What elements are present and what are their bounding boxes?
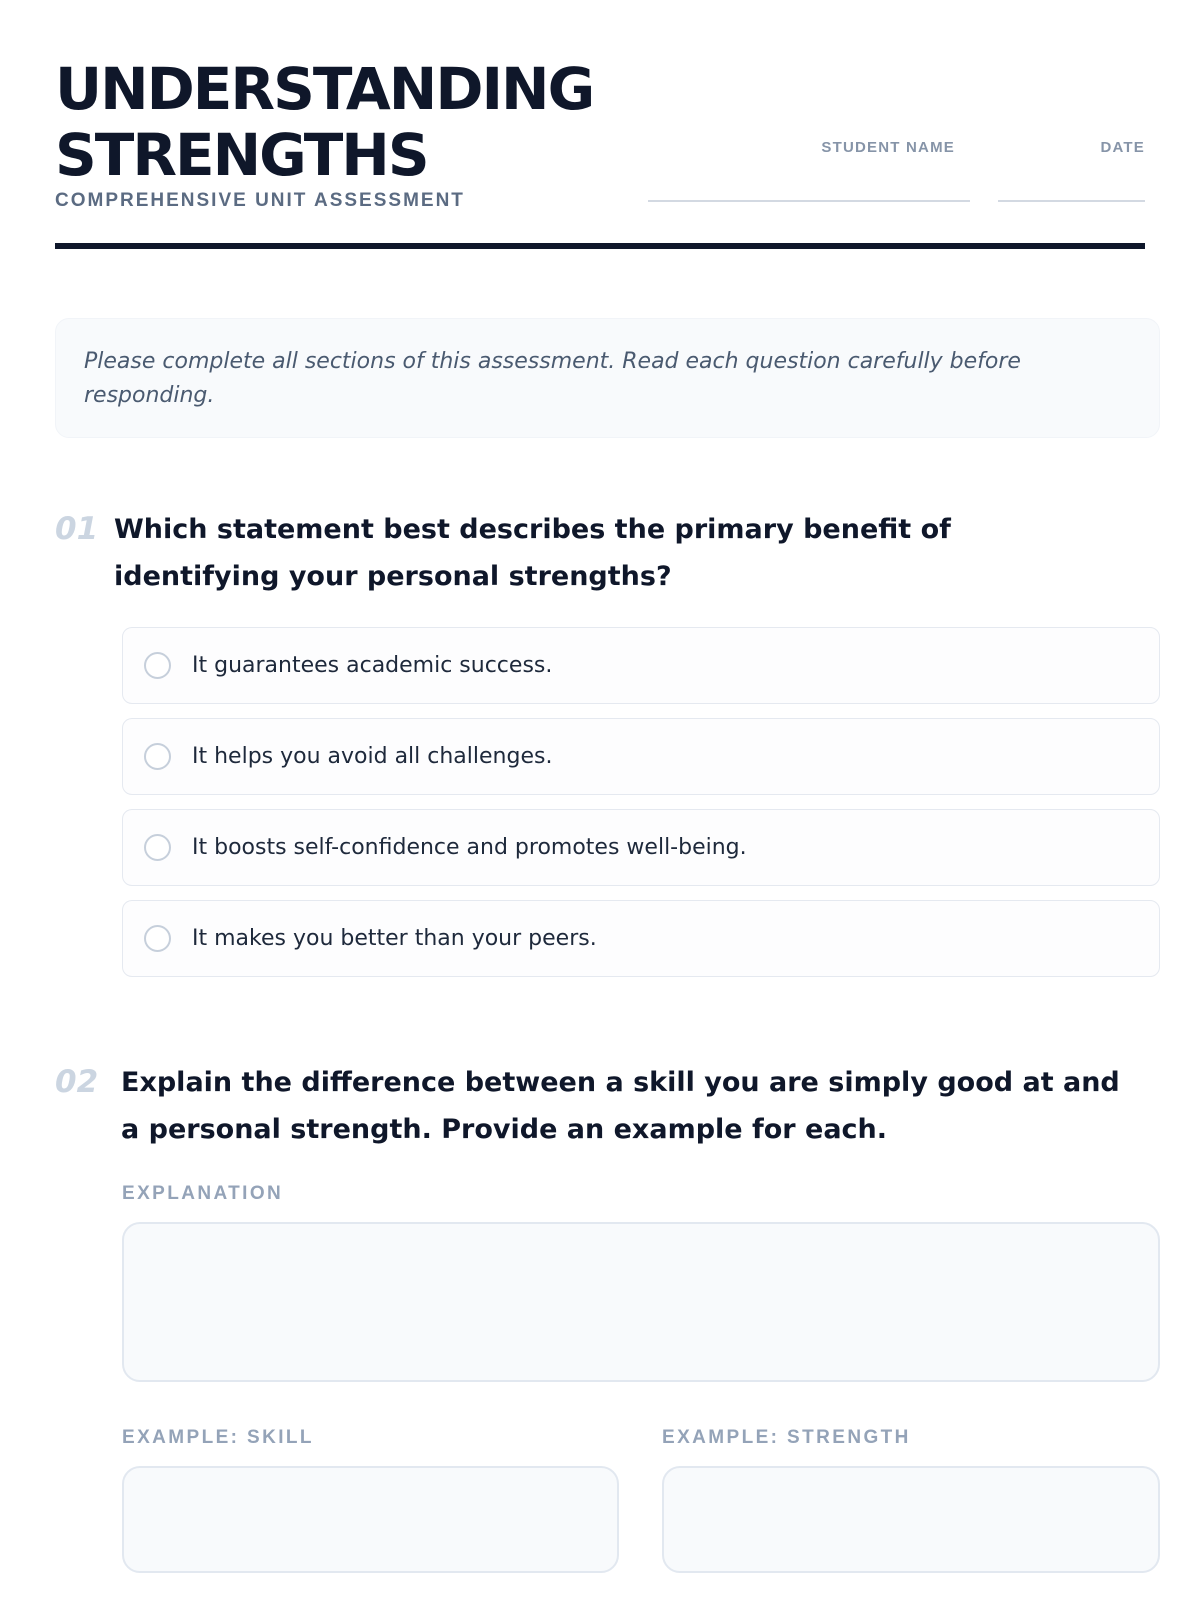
radio-button-icon[interactable] xyxy=(144,925,171,952)
answer-option-3[interactable] xyxy=(122,809,1160,886)
page-header xyxy=(55,0,1145,250)
example-skill-label: EXAMPLE: SKILL xyxy=(122,1427,314,1448)
date-label: DATE xyxy=(1100,139,1145,156)
example-strength-label: EXAMPLE: STRENGTH xyxy=(662,1427,911,1448)
option-label: It helps you avoid all challenges. xyxy=(192,744,553,769)
radio-button-icon[interactable] xyxy=(144,834,171,861)
radio-button-icon[interactable] xyxy=(144,652,171,679)
question-text: Which statement best describes the primary benefit of identifying your personal strengths? xyxy=(114,514,951,592)
student-name-label: STUDENT NAME xyxy=(821,139,955,156)
answer-options xyxy=(122,627,1160,991)
date-line[interactable] xyxy=(998,200,1145,202)
example-strength-textarea[interactable] xyxy=(662,1466,1160,1573)
answer-option-1[interactable] xyxy=(122,627,1160,704)
answer-option-2[interactable] xyxy=(122,718,1160,795)
page-subtitle: COMPREHENSIVE UNIT ASSESSMENT xyxy=(55,190,465,211)
student-name-line[interactable] xyxy=(648,200,970,202)
instructions-panel: Please complete all sections of this assessment. Read each question carefully before responding. xyxy=(55,318,1160,438)
page-title: UNDERSTANDING STRENGTHS xyxy=(55,55,594,189)
header-divider xyxy=(55,243,1145,249)
option-label: It boosts self-confidence and promotes well-being. xyxy=(192,835,747,860)
option-label: It guarantees academic success. xyxy=(192,653,553,678)
question-number: 01 xyxy=(55,511,99,547)
explanation-label: EXPLANATION xyxy=(122,1183,284,1204)
example-skill-textarea[interactable] xyxy=(122,1466,619,1573)
explanation-textarea[interactable] xyxy=(122,1222,1160,1382)
question-text: Explain the difference between a skill you are simply good at and a personal strength. Provide an example for each. xyxy=(121,1067,1120,1145)
answer-option-4[interactable] xyxy=(122,900,1160,977)
question-number: 02 xyxy=(55,1064,99,1100)
option-label: It makes you better than your peers. xyxy=(192,926,597,951)
radio-button-icon[interactable] xyxy=(144,743,171,770)
